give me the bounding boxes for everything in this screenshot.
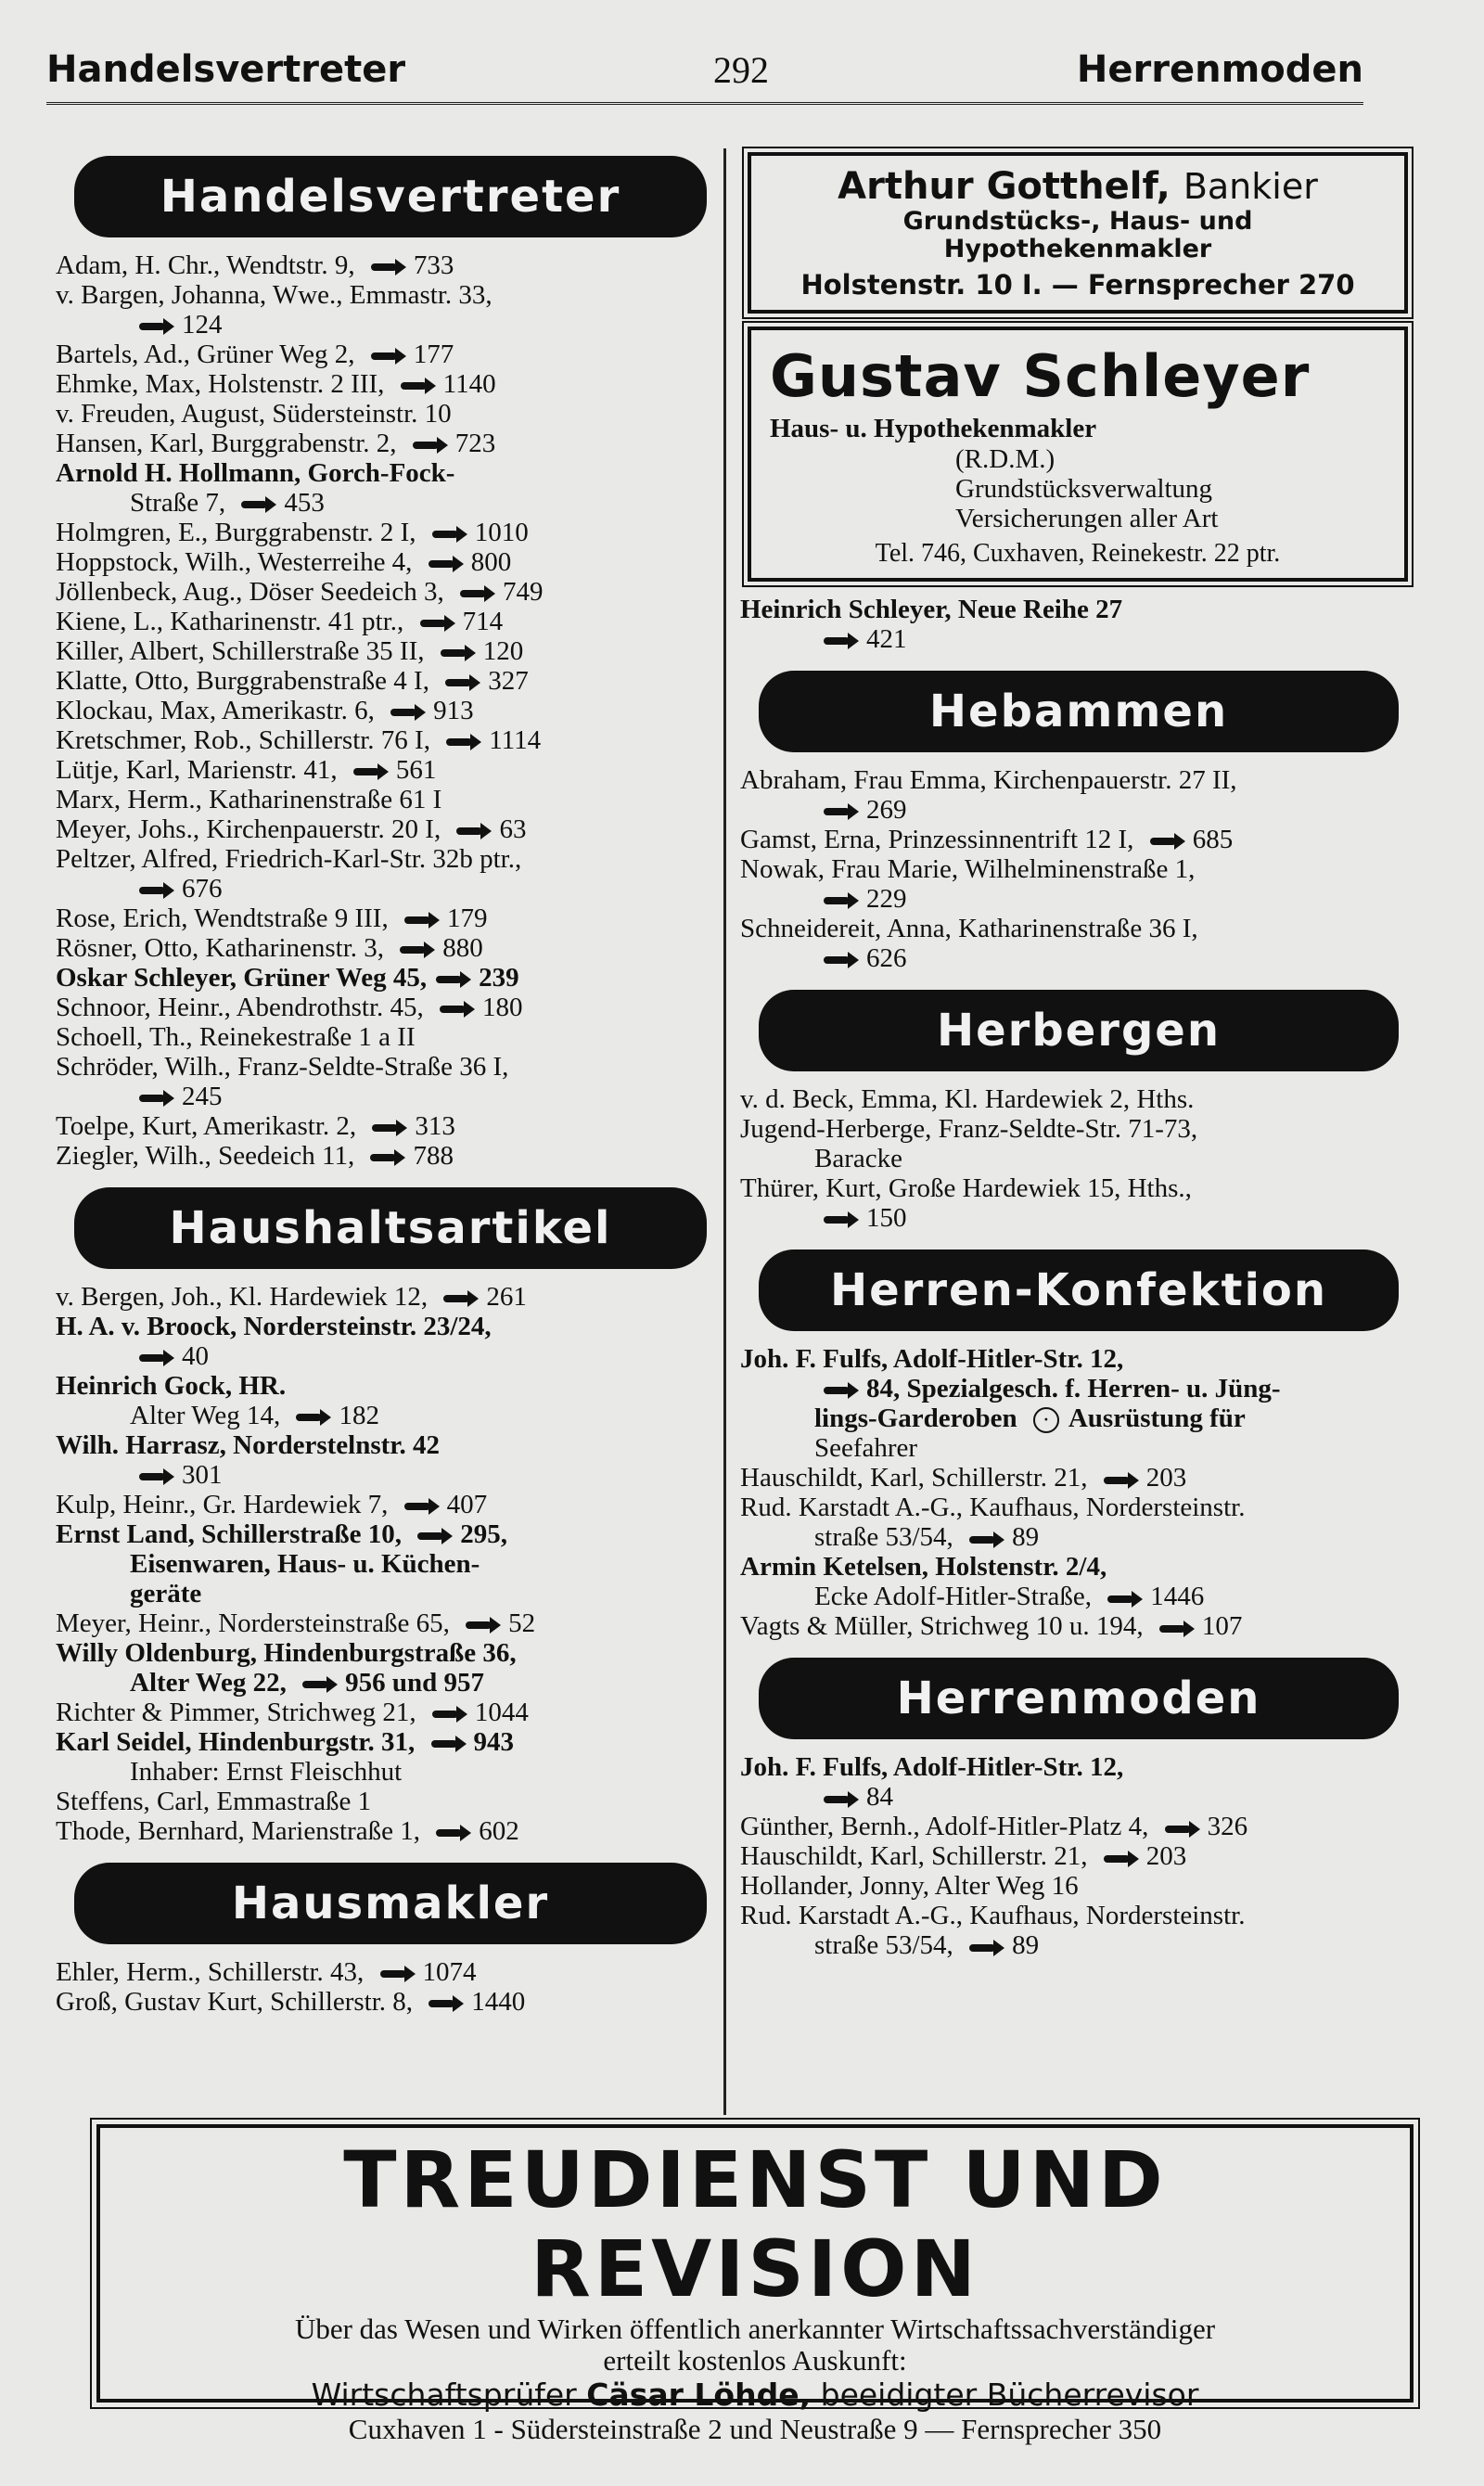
phone-number: 261 bbox=[486, 1282, 527, 1312]
entry-text: Joh. F. Fulfs, Adolf-Hitler-Str. 12, bbox=[740, 1344, 1124, 1374]
phone-number: 107 bbox=[1201, 1611, 1243, 1642]
phone-hand-icon bbox=[401, 1500, 441, 1513]
phone-hand-icon bbox=[401, 914, 441, 927]
section-banner: Handelsvertreter bbox=[74, 156, 707, 237]
list-item bbox=[56, 577, 716, 607]
entry-text: Klatte, Otto, Burggrabenstraße 4 I, bbox=[56, 666, 437, 696]
list-item bbox=[740, 854, 1408, 884]
list-item bbox=[740, 1463, 1408, 1493]
list-item bbox=[56, 369, 716, 399]
phone-hand-icon bbox=[441, 676, 482, 689]
list-item bbox=[740, 1812, 1408, 1841]
section-banner: Herren-Konfektion bbox=[759, 1249, 1399, 1331]
phone-number: 733 bbox=[413, 250, 454, 280]
list-item bbox=[56, 666, 716, 696]
phone-number: 40 bbox=[182, 1341, 209, 1371]
entry-text: Straße 7, bbox=[130, 488, 233, 518]
entry-text: Inhaber: Ernst Fleischhut bbox=[130, 1757, 403, 1787]
phone-number: 177 bbox=[413, 340, 454, 369]
header-right: Herrenmoden bbox=[1076, 48, 1363, 91]
phone-hand-icon bbox=[436, 1003, 477, 1016]
entry-text: lings-Garderoben bbox=[814, 1403, 1024, 1433]
phone-hand-icon bbox=[409, 439, 450, 452]
entry-text: Karl Seidel, Hindenburgstr. 31, bbox=[56, 1727, 422, 1757]
phone-hand-icon bbox=[440, 1292, 480, 1305]
entry-text: Bartels, Ad., Grüner Weg 2, bbox=[56, 340, 362, 369]
list-item bbox=[56, 933, 716, 963]
phone-hand-icon bbox=[299, 1678, 339, 1691]
entry-text: Ehler, Herm., Schillerstr. 43, bbox=[56, 1957, 371, 1987]
list-item bbox=[740, 1144, 1408, 1173]
list-item bbox=[740, 1930, 1408, 1960]
circle-dot-icon: · bbox=[1033, 1407, 1059, 1433]
entry-text: Kretschmer, Rob., Schillerstr. 76 I, bbox=[56, 725, 438, 755]
ad1-footer: Holstenstr. 10 I. — Fernsprecher 270 bbox=[800, 269, 1355, 301]
list-item bbox=[56, 755, 716, 785]
phone-hand-icon bbox=[377, 1967, 417, 1980]
list-item bbox=[56, 725, 716, 755]
list-item bbox=[56, 1022, 716, 1052]
phone-hand-icon bbox=[429, 528, 469, 541]
entry-text: Holmgren, E., Burggrabenstr. 2 I, bbox=[56, 518, 423, 547]
phone-number: 63 bbox=[499, 814, 527, 844]
entry-text: Schröder, Wilh., Franz-Seldte-Straße 36 I, bbox=[56, 1052, 509, 1082]
ad1-name: Arthur Gotthelf, bbox=[838, 165, 1171, 208]
list-item bbox=[740, 1901, 1408, 1930]
phone-number: 800 bbox=[470, 547, 512, 577]
phone-hand-icon bbox=[366, 1151, 407, 1164]
phone-number: 313 bbox=[415, 1111, 455, 1141]
phone-number: 1010 bbox=[474, 518, 529, 547]
phone-number: 203 bbox=[1145, 1463, 1187, 1493]
entry-text: Jöllenbeck, Aug., Döser Seedeich 3, bbox=[56, 577, 452, 607]
phone-number: 89 bbox=[1012, 1522, 1040, 1553]
list-item bbox=[56, 607, 716, 636]
phone-hand-icon bbox=[966, 1941, 1006, 1954]
phone-number: 180 bbox=[482, 993, 523, 1022]
ad1-line2: Hypothekenmakler bbox=[943, 235, 1212, 263]
list-item bbox=[56, 785, 716, 814]
phone-hand-icon bbox=[1100, 1852, 1141, 1865]
list-item bbox=[740, 943, 1408, 973]
entry-text: Killer, Albert, Schillerstraße 35 II, bbox=[56, 636, 431, 666]
entry-text: Eisenwaren, Haus- u. Küchen- bbox=[130, 1549, 480, 1579]
phone-number: 245 bbox=[182, 1082, 223, 1111]
phone-hand-icon bbox=[425, 1997, 466, 2010]
list-item bbox=[56, 1430, 716, 1460]
phone-number: 182 bbox=[339, 1401, 379, 1430]
list-item bbox=[740, 884, 1408, 914]
entry-text: Rose, Erich, Wendtstraße 9 III, bbox=[56, 903, 395, 933]
column-divider bbox=[723, 148, 726, 2115]
phone-hand-icon bbox=[1104, 1593, 1145, 1606]
entry-text: Jugend-Herberge, Franz-Seldte-Str. 71-73, bbox=[740, 1114, 1198, 1144]
list-item bbox=[56, 1987, 716, 2017]
phone-hand-icon bbox=[437, 647, 478, 660]
ad2-line3: Versicherungen aller Art bbox=[955, 504, 1219, 533]
entry-text: Nowak, Frau Marie, Wilhelminenstraße 1, bbox=[740, 854, 1196, 884]
phone-number: 714 bbox=[462, 607, 504, 636]
list-item bbox=[56, 1519, 716, 1549]
list-item bbox=[56, 399, 716, 429]
list-item bbox=[56, 1638, 716, 1668]
entry-text: Alter Weg 14, bbox=[130, 1401, 288, 1430]
phone-number: 685 bbox=[1192, 825, 1234, 854]
treudienst-text2: erteilt kostenlos Auskunft: bbox=[603, 2344, 907, 2377]
phone-hand-icon bbox=[453, 825, 493, 838]
list-item bbox=[740, 1611, 1408, 1641]
list-item bbox=[740, 1403, 1408, 1433]
list-item bbox=[56, 1608, 716, 1638]
phone-number: 301 bbox=[182, 1460, 223, 1490]
list-item bbox=[56, 1787, 716, 1816]
entry-text: Schoell, Th., Reinekestraße 1 a II bbox=[56, 1022, 416, 1052]
phone-hand-icon bbox=[820, 954, 861, 967]
phone-number: 326 bbox=[1207, 1812, 1248, 1842]
phone-number: 956 und 957 bbox=[345, 1668, 485, 1698]
entry-text: Armin Ketelsen, Holstenstr. 2/4, bbox=[740, 1552, 1107, 1583]
list-item bbox=[56, 993, 716, 1022]
list-item bbox=[56, 1757, 716, 1787]
phone-number: 150 bbox=[866, 1203, 907, 1233]
list-item bbox=[740, 1173, 1408, 1203]
entry-text: Meyer, Johs., Kirchenpauerstr. 20 I, bbox=[56, 814, 448, 844]
list-item bbox=[740, 1493, 1408, 1522]
list-item bbox=[740, 1203, 1408, 1233]
entry-text: Rösner, Otto, Katharinenstr. 3, bbox=[56, 933, 391, 963]
entry-text: Toelpe, Kurt, Amerikastr. 2, bbox=[56, 1111, 364, 1141]
entry-text: Kulp, Heinr., Gr. Hardewiek 7, bbox=[56, 1490, 395, 1519]
entry-text: Joh. F. Fulfs, Adolf-Hitler-Str. 12, bbox=[740, 1752, 1124, 1783]
phone-hand-icon bbox=[429, 1708, 469, 1721]
treudienst-title: TREUDIENST UND REVISION bbox=[343, 2134, 1167, 2314]
phone-number: 327 bbox=[488, 666, 529, 696]
list-item bbox=[56, 1698, 716, 1727]
list-item bbox=[56, 1460, 716, 1490]
phone-number: 723 bbox=[454, 429, 496, 458]
entry-text: Rud. Karstadt A.-G., Kaufhaus, Nordersteinstr. bbox=[740, 1493, 1246, 1523]
phone-hand-icon bbox=[820, 894, 861, 907]
entry-text: Wilh. Harrasz, Norderstelnstr. 42 bbox=[56, 1430, 441, 1460]
list-item bbox=[740, 1582, 1408, 1611]
list-item bbox=[56, 1727, 716, 1757]
list-item bbox=[740, 1752, 1408, 1782]
entry-text: Heinrich Schleyer, Neue Reihe 27 bbox=[740, 595, 1123, 624]
entry-text: Willy Oldenburg, Hindenburgstraße 36, bbox=[56, 1638, 517, 1668]
list-item bbox=[56, 1111, 716, 1141]
list-item bbox=[56, 1668, 716, 1698]
entry-text: Alter Weg 22, bbox=[130, 1668, 294, 1698]
entry-text: Hauschildt, Karl, Schillerstr. 21, bbox=[740, 1841, 1094, 1872]
phone-hand-icon bbox=[135, 1092, 176, 1105]
list-item bbox=[740, 914, 1408, 943]
ad1-heading bbox=[770, 165, 1386, 208]
phone-hand-icon bbox=[135, 1352, 176, 1365]
entry-text: Arnold H. Hollmann, Gorch-Fock- bbox=[56, 458, 455, 488]
phone-hand-icon bbox=[367, 350, 408, 363]
phone-number: 943 bbox=[473, 1727, 515, 1757]
list-item bbox=[56, 340, 716, 369]
treudienst-role: Wirtschaftsprüfer bbox=[311, 2377, 577, 2413]
phone-number: 239 bbox=[479, 963, 519, 993]
phone-hand-icon bbox=[368, 1121, 409, 1134]
list-item bbox=[740, 595, 1408, 624]
entry-text: v. d. Beck, Emma, Kl. Hardewiek 2, Hths. bbox=[740, 1084, 1195, 1114]
phone-hand-icon bbox=[820, 634, 861, 647]
ad2-line2: Grundstücksverwaltung bbox=[955, 474, 1213, 504]
phone-hand-icon bbox=[1146, 835, 1187, 848]
ad-gustav-schleyer bbox=[748, 327, 1408, 582]
left-column bbox=[56, 139, 716, 2017]
list-item bbox=[56, 844, 716, 874]
ad2-name: Gustav Schleyer bbox=[770, 342, 1311, 410]
treudienst-name: Cäsar Löhde, bbox=[586, 2377, 812, 2413]
section-banner: Hebammen bbox=[759, 671, 1399, 752]
section-banner: Herrenmoden bbox=[759, 1658, 1399, 1739]
list-item bbox=[740, 1344, 1408, 1374]
entry-text: Vagts & Müller, Strichweg 10 u. 194, bbox=[740, 1611, 1150, 1642]
phone-number: 561 bbox=[395, 755, 437, 785]
phone-number: 295, bbox=[460, 1519, 507, 1549]
phone-number: 269 bbox=[866, 795, 907, 825]
ad1-line1: Grundstücks-, Haus- und bbox=[902, 207, 1253, 236]
list-item bbox=[56, 1371, 716, 1401]
list-item bbox=[56, 518, 716, 547]
entry-text: straße 53/54, bbox=[814, 1930, 961, 1961]
list-item bbox=[56, 429, 716, 458]
ad2-sub: Haus- u. Hypothekenmakler bbox=[770, 414, 1097, 443]
ad-arthur-gotthelf bbox=[748, 152, 1408, 314]
right-listings bbox=[740, 595, 1408, 1960]
phone-hand-icon bbox=[397, 379, 438, 392]
list-item bbox=[56, 1312, 716, 1341]
entry-text: Ecke Adolf-Hitler-Straße, bbox=[814, 1582, 1099, 1612]
page-header bbox=[46, 37, 1363, 105]
phone-hand-icon bbox=[350, 765, 390, 778]
section-banner: Haushaltsartikel bbox=[74, 1187, 707, 1269]
entry-text: Hollander, Jonny, Alter Weg 16 bbox=[740, 1871, 1079, 1902]
list-item bbox=[56, 1549, 716, 1579]
page-number: 292 bbox=[713, 48, 770, 91]
entry-text: Thode, Bernhard, Marienstraße 1, bbox=[56, 1816, 428, 1846]
entry-text: Hoppstock, Wilh., Westerreihe 4, bbox=[56, 547, 419, 577]
section-banner: Herbergen bbox=[759, 990, 1399, 1071]
entry-text: Abraham, Frau Emma, Kirchenpauerstr. 27 II, bbox=[740, 765, 1237, 795]
phone-number: 676 bbox=[182, 874, 223, 903]
phone-number: 84 bbox=[866, 1782, 893, 1813]
list-item bbox=[56, 1282, 716, 1312]
entry-text: Ernst Land, Schillerstraße 10, bbox=[56, 1519, 409, 1549]
entry-text: Richter & Pimmer, Strichweg 21, bbox=[56, 1698, 423, 1727]
list-item bbox=[56, 903, 716, 933]
list-item bbox=[56, 1579, 716, 1608]
list-item bbox=[740, 1114, 1408, 1144]
entry-text: Gamst, Erna, Prinzessinnentrift 12 I, bbox=[740, 825, 1141, 854]
phone-hand-icon bbox=[1156, 1622, 1196, 1635]
phone-hand-icon bbox=[396, 943, 437, 956]
list-item bbox=[56, 1141, 716, 1171]
phone-number: 84, Spezialgesch. f. Herren- u. Jüng- bbox=[866, 1374, 1281, 1403]
list-item bbox=[56, 696, 716, 725]
phone-number: 120 bbox=[482, 636, 524, 666]
entry-text: Kiene, L., Katharinenstr. 41 ptr., bbox=[56, 607, 411, 636]
entry-text: geräte bbox=[130, 1579, 202, 1608]
entry-text: v. Bergen, Joh., Kl. Hardewiek 12, bbox=[56, 1282, 435, 1312]
phone-hand-icon bbox=[432, 973, 473, 986]
list-item bbox=[56, 1341, 716, 1371]
entry-text: v. Bargen, Johanna, Wwe., Emmastr. 33, bbox=[56, 280, 493, 310]
phone-hand-icon bbox=[820, 805, 861, 818]
list-item bbox=[56, 458, 716, 488]
phone-hand-icon bbox=[820, 1384, 861, 1397]
list-item bbox=[56, 488, 716, 518]
entry-text: v. Freuden, August, Südersteinstr. 10 bbox=[56, 399, 452, 429]
ad-treudienst bbox=[96, 2124, 1414, 2445]
phone-number: 89 bbox=[1012, 1930, 1040, 1961]
phone-number: 1140 bbox=[442, 369, 496, 399]
entry-text: Meyer, Heinr., Nordersteinstraße 65, bbox=[56, 1608, 457, 1638]
list-item bbox=[56, 963, 716, 993]
treudienst-role2: beeidigter Bücherrevisor bbox=[820, 2377, 1199, 2413]
list-item bbox=[740, 765, 1408, 795]
entry-text: Ehmke, Max, Holstenstr. 2 III, bbox=[56, 369, 391, 399]
ad1-title: Bankier bbox=[1183, 166, 1318, 207]
treudienst-footer: Cuxhaven 1 - Südersteinstraße 2 und Neustraße 9 — Fernsprecher 350 bbox=[348, 2413, 1162, 2445]
phone-hand-icon bbox=[456, 587, 497, 600]
entry-text: Oskar Schleyer, Grüner Weg 45, bbox=[56, 963, 428, 993]
right-column bbox=[740, 139, 1408, 1960]
phone-number: 913 bbox=[433, 696, 474, 725]
phone-number: 1114 bbox=[489, 725, 542, 755]
phone-number: 124 bbox=[182, 310, 223, 340]
phone-hand-icon bbox=[387, 706, 428, 719]
list-item bbox=[740, 795, 1408, 825]
phone-hand-icon bbox=[820, 1793, 861, 1806]
list-item bbox=[740, 825, 1408, 854]
phone-hand-icon bbox=[135, 1470, 176, 1483]
list-item bbox=[740, 1782, 1408, 1812]
entry-text: Marx, Herm., Katharinenstraße 61 I bbox=[56, 785, 442, 814]
phone-hand-icon bbox=[1100, 1474, 1141, 1487]
list-item bbox=[56, 1052, 716, 1082]
phone-hand-icon bbox=[135, 320, 176, 333]
entry-text: Ausrüstung für bbox=[1068, 1403, 1246, 1433]
list-item bbox=[56, 1816, 716, 1846]
phone-number: 1440 bbox=[471, 1987, 526, 2017]
list-item bbox=[740, 1871, 1408, 1901]
list-item bbox=[56, 250, 716, 280]
list-item bbox=[740, 1433, 1408, 1463]
section-banner: Hausmakler bbox=[74, 1863, 707, 1944]
phone-hand-icon bbox=[414, 1530, 454, 1543]
entry-text: H. A. v. Broock, Nordersteinstr. 23/24, bbox=[56, 1312, 492, 1341]
phone-number: 179 bbox=[446, 903, 488, 933]
phone-hand-icon bbox=[292, 1411, 333, 1424]
ad2-footer: Tel. 746, Cuxhaven, Reinekestr. 22 ptr. bbox=[875, 539, 1281, 568]
phone-hand-icon bbox=[428, 1737, 468, 1750]
phone-hand-icon bbox=[432, 1826, 473, 1839]
phone-number: 421 bbox=[866, 624, 907, 654]
list-item bbox=[56, 874, 716, 903]
entry-text: Hansen, Karl, Burggrabenstr. 2, bbox=[56, 429, 403, 458]
entry-text: Rud. Karstadt A.-G., Kaufhaus, Nordersteinstr. bbox=[740, 1901, 1246, 1931]
treudienst-contact bbox=[122, 2377, 1388, 2414]
list-item bbox=[56, 1957, 716, 1987]
entry-text: Steffens, Carl, Emmastraße 1 bbox=[56, 1787, 372, 1816]
phone-hand-icon bbox=[237, 498, 278, 511]
phone-number: 626 bbox=[866, 943, 907, 973]
phone-hand-icon bbox=[966, 1533, 1006, 1546]
entry-text: Groß, Gustav Kurt, Schillerstr. 8, bbox=[56, 1987, 420, 2017]
phone-number: 749 bbox=[503, 577, 544, 607]
entry-text: Ziegler, Wilh., Seedeich 11, bbox=[56, 1141, 362, 1171]
entry-text: Günther, Bernh., Adolf-Hitler-Platz 4, bbox=[740, 1812, 1156, 1842]
list-item bbox=[56, 636, 716, 666]
list-item bbox=[56, 1401, 716, 1430]
list-item bbox=[56, 1490, 716, 1519]
header-left: Handelsvertreter bbox=[46, 48, 406, 91]
entry-text: Schnoor, Heinr., Abendrothstr. 45, bbox=[56, 993, 431, 1022]
entry-text: Seefahrer bbox=[814, 1433, 918, 1464]
phone-number: 1044 bbox=[474, 1698, 529, 1727]
list-item bbox=[56, 814, 716, 844]
list-item bbox=[56, 547, 716, 577]
phone-hand-icon bbox=[416, 617, 457, 630]
entry-text: Klockau, Max, Amerikastr. 6, bbox=[56, 696, 382, 725]
phone-hand-icon bbox=[367, 261, 408, 274]
entry-text: Heinrich Gock, HR. bbox=[56, 1371, 287, 1401]
phone-number: 407 bbox=[446, 1490, 488, 1519]
phone-number: 1074 bbox=[422, 1957, 477, 1987]
phone-hand-icon bbox=[425, 557, 466, 570]
entry-text: Schneidereit, Anna, Katharinenstraße 36 I, bbox=[740, 914, 1198, 943]
list-item bbox=[56, 280, 716, 310]
list-item bbox=[56, 1082, 716, 1111]
phone-number: 602 bbox=[479, 1816, 519, 1846]
ad2-line1: (R.D.M.) bbox=[955, 444, 1055, 474]
phone-number: 788 bbox=[413, 1141, 454, 1171]
list-item bbox=[740, 1084, 1408, 1114]
phone-hand-icon bbox=[135, 884, 176, 897]
list-item bbox=[740, 1522, 1408, 1552]
list-item bbox=[740, 1841, 1408, 1871]
list-item bbox=[740, 1374, 1408, 1403]
entry-text: Lütje, Karl, Marienstr. 41, bbox=[56, 755, 344, 785]
list-item bbox=[56, 310, 716, 340]
phone-number: 1446 bbox=[1150, 1582, 1205, 1612]
list-item bbox=[740, 624, 1408, 654]
entry-text: Baracke bbox=[814, 1144, 902, 1173]
entry-text: Hauschildt, Karl, Schillerstr. 21, bbox=[740, 1463, 1094, 1493]
phone-hand-icon bbox=[442, 736, 483, 749]
entry-text: Adam, H. Chr., Wendtstr. 9, bbox=[56, 250, 362, 280]
entry-text: straße 53/54, bbox=[814, 1522, 961, 1553]
list-item bbox=[740, 1552, 1408, 1582]
phone-hand-icon bbox=[820, 1213, 861, 1226]
treudienst-text1: Über das Wesen und Wirken öffentlich anerkannter Wirtschaftssachverständiger bbox=[294, 2313, 1216, 2345]
entry-text: Thürer, Kurt, Große Hardewiek 15, Hths., bbox=[740, 1173, 1192, 1203]
entry-text: Peltzer, Alfred, Friedrich-Karl-Str. 32b ptr., bbox=[56, 844, 522, 874]
phone-number: 203 bbox=[1145, 1841, 1187, 1872]
phone-number: 229 bbox=[866, 884, 907, 914]
phone-number: 52 bbox=[508, 1608, 536, 1638]
phone-hand-icon bbox=[1161, 1823, 1202, 1836]
phone-number: 880 bbox=[442, 933, 483, 963]
phone-hand-icon bbox=[462, 1619, 503, 1632]
phone-number: 453 bbox=[284, 488, 325, 518]
